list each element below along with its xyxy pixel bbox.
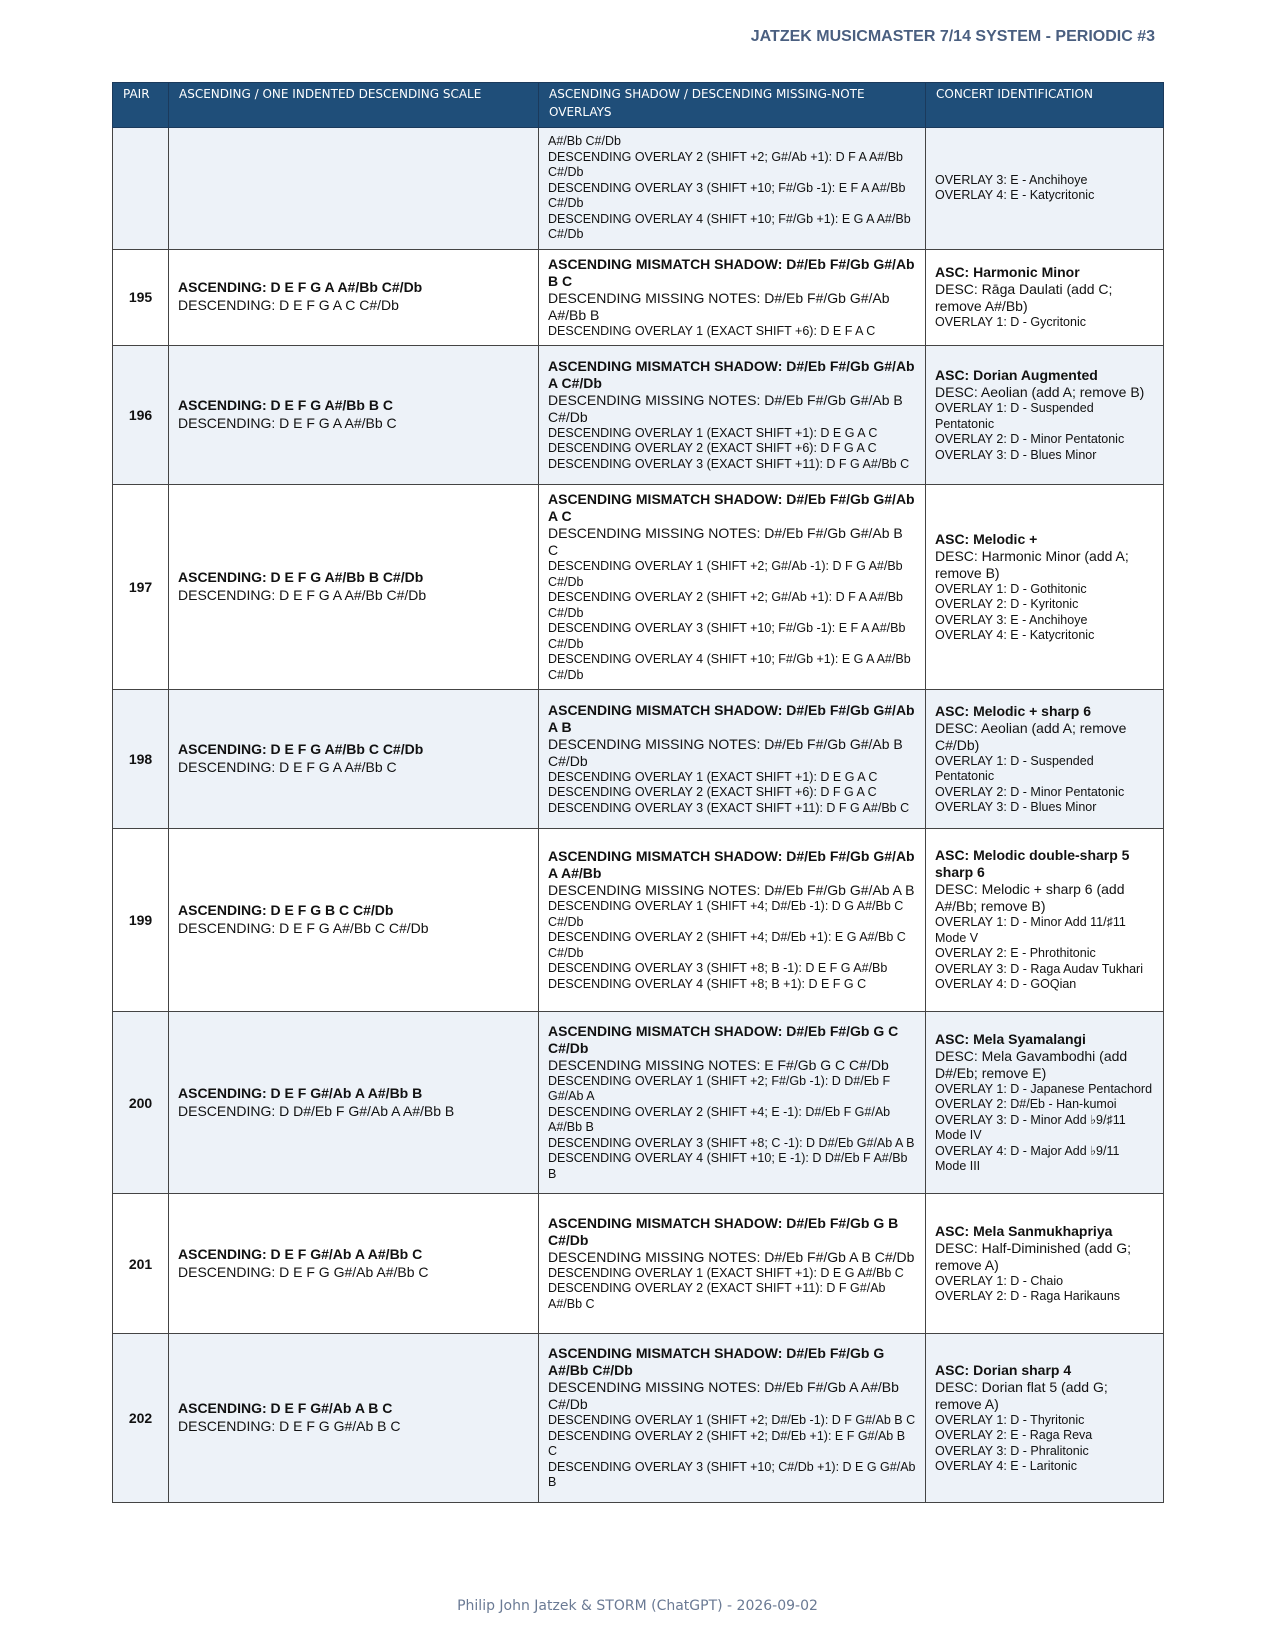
scale-cell [169,829,539,1012]
concert-ascending: ASC: Melodic + sharp 6 [935,702,1091,719]
column-header-concert: CONCERT IDENTIFICATION [926,83,1164,128]
shadow-overlays-cell [539,829,926,1012]
concert-overlay: OVERLAY 2: D - Kyritonic [935,597,1079,611]
shadow-overlays-cell [539,1194,926,1334]
shadow-overlays-cell [539,690,926,829]
scale-cell [169,128,539,250]
pair-number-cell [113,128,169,250]
concert-descending: DESC: Harmonic Minor (add A; remove B) [935,547,1129,581]
concert-descending: DESC: Rāga Daulati (add C; remove A#/Bb) [935,281,1113,314]
missing-notes: DESCENDING MISSING NOTES: D#/Eb F#/Gb G#/Ab B C#/Db [548,391,903,425]
concert-identification-cell [926,1012,1164,1194]
table-body [113,128,1164,1503]
missing-notes: DESCENDING MISSING NOTES: D#/Eb F#/Gb G#/Ab B C#/Db [548,735,903,769]
concert-overlay: OVERLAY 4: D - Major Add ♭9/11 Mode III [935,1143,1120,1173]
table-row [113,128,1164,250]
shadow-overlays-cell [539,249,926,346]
mismatch-shadow: ASCENDING MISMATCH SHADOW: D#/Eb F#/Gb G#/Ab A C [548,491,915,524]
table-row [113,690,1164,829]
concert-overlay: OVERLAY 1: D - Thyritonic [935,1412,1085,1427]
descending-scale: DESCENDING: D E F G A#/Bb C C#/Db [178,920,429,936]
descending-overlay: DESCENDING OVERLAY 3 (SHIFT +8; C -1): D D#/Eb G#/Ab A B [548,1135,915,1150]
table-row [113,249,1164,346]
mismatch-shadow: ASCENDING MISMATCH SHADOW: D#/Eb F#/Gb G#/Ab A C#/Db [548,357,915,391]
concert-overlay: OVERLAY 1: D - Chaio [935,1273,1064,1288]
concert-overlay: OVERLAY 3: D - Phralitonic [935,1443,1089,1458]
descending-overlay: DESCENDING OVERLAY 1 (EXACT SHIFT +1): D E G A C [548,769,878,784]
descending-overlay: DESCENDING OVERLAY 1 (EXACT SHIFT +1): D E G A C [548,425,878,440]
concert-overlay: OVERLAY 1: D - Suspended Pentatonic [935,401,1094,431]
missing-notes: DESCENDING MISSING NOTES: E F#/Gb G C C#/Db [548,1056,889,1073]
missing-notes: DESCENDING MISSING NOTES: D#/Eb F#/Gb G#/Ab B C [548,525,903,558]
descending-overlay: DESCENDING OVERLAY 2 (SHIFT +2; D#/Eb +1): E F G#/Ab B C [548,1428,906,1459]
scale-cell [169,1334,539,1503]
shadow-overlays-cell [539,1012,926,1194]
scale-cell [169,1194,539,1334]
descending-overlay: DESCENDING OVERLAY 4 (SHIFT +8; B +1): D E F G C [548,976,867,991]
descending-overlay: DESCENDING OVERLAY 2 (SHIFT +4; E -1): D#/Eb F G#/Ab A#/Bb B [548,1104,891,1135]
concert-identification-cell [926,690,1164,829]
missing-notes: DESCENDING MISSING NOTES: D#/Eb F#/Gb A A#/Bb C#/Db [548,1379,899,1413]
descending-overlay: DESCENDING OVERLAY 2 (EXACT SHIFT +6): D F G A C [548,785,877,800]
descending-overlay: DESCENDING OVERLAY 4 (SHIFT +10; F#/Gb +1): E G A A#/Bb C#/Db [548,211,911,241]
concert-overlay: OVERLAY 4: D - GOQian [935,977,1077,992]
scale-table [112,82,1164,1503]
concert-ascending: ASC: Dorian Augmented [935,367,1098,383]
missing-notes: DESCENDING MISSING NOTES: D#/Eb F#/Gb G#/Ab A B [548,882,915,898]
table-row [113,1334,1164,1503]
descending-overlay: DESCENDING OVERLAY 3 (EXACT SHIFT +11): D F G A#/Bb C [548,456,910,471]
concert-overlay: OVERLAY 4: E - Katycritonic [935,188,1095,203]
concert-overlay: OVERLAY 4: E - Katycritonic [935,628,1095,642]
concert-descending: DESC: Dorian flat 5 (add G; remove A) [935,1378,1108,1412]
descending-overlay: DESCENDING OVERLAY 3 (EXACT SHIFT +11): D F G A#/Bb C [548,800,910,815]
descending-overlay: A#/Bb C#/Db [548,134,621,148]
concert-descending: DESC: Aeolian (add A; remove B) [935,384,1145,400]
mismatch-shadow: ASCENDING MISMATCH SHADOW: D#/Eb F#/Gb G#/Ab B C [548,255,915,289]
concert-overlay: OVERLAY 3: D - Minor Add ♭9/♯11 Mode IV [935,1112,1126,1142]
missing-notes: DESCENDING MISSING NOTES: D#/Eb F#/Gb G#/Ab A#/Bb B [548,289,890,323]
concert-overlay: OVERLAY 1: D - Gycritonic [935,315,1086,329]
ascending-scale: ASCENDING: D E F G A#/Bb C C#/Db [178,741,424,757]
concert-overlay: OVERLAY 2: E - Raga Reva [935,1428,1093,1442]
ascending-scale: ASCENDING: D E F G#/Ab A B C [178,1400,393,1416]
shadow-overlays-cell [539,128,926,250]
table-row [113,346,1164,485]
concert-overlay: OVERLAY 1: D - Minor Add 11/♯11 Mode V [935,915,1126,945]
concert-descending: DESC: Half-Diminished (add G; remove A) [935,1239,1132,1273]
column-header-shadow: ASCENDING SHADOW / DESCENDING MISSING-NOTE OVERLAYS [539,83,926,128]
concert-identification-cell [926,829,1164,1012]
concert-overlay: OVERLAY 2: D - Minor Pentatonic [935,784,1125,799]
concert-identification-cell [926,346,1164,485]
pair-number-cell: 197 [113,485,169,690]
concert-descending: DESC: Mela Gavambodhi (add D#/Eb; remove E) [935,1047,1128,1081]
concert-ascending: ASC: Harmonic Minor [935,264,1080,280]
pair-number-cell: 198 [113,690,169,829]
concert-identification-cell [926,128,1164,250]
ascending-scale: ASCENDING: D E F G A#/Bb B C [178,397,393,413]
concert-ascending: ASC: Melodic + [935,530,1038,547]
table-row [113,829,1164,1012]
ascending-scale: ASCENDING: D E F G B C C#/Db [178,902,394,918]
concert-descending: DESC: Aeolian (add A; remove C#/Db) [935,719,1127,753]
table-header-row [113,83,1164,128]
shadow-overlays-cell [539,485,926,690]
descending-scale: DESCENDING: D E F G A A#/Bb C [178,759,397,775]
concert-identification-cell [926,1194,1164,1334]
concert-overlay: OVERLAY 3: D - Raga Audav Tukhari [935,961,1143,976]
ascending-scale: ASCENDING: D E F G A#/Bb B C#/Db [178,569,424,585]
descending-overlay: DESCENDING OVERLAY 3 (SHIFT +8; B -1): D E F G A#/Bb [548,961,888,975]
concert-overlay: OVERLAY 2: D - Minor Pentatonic [935,432,1125,446]
concert-overlay: OVERLAY 4: E - Laritonic [935,1459,1077,1473]
table-row [113,485,1164,690]
table-row [113,1012,1164,1194]
ascending-scale: ASCENDING: D E F G A A#/Bb C#/Db [178,279,423,296]
descending-overlay: DESCENDING OVERLAY 4 (SHIFT +10; E -1): D D#/Eb F A#/Bb B [548,1151,908,1181]
concert-overlay: OVERLAY 1: D - Suspended Pentatonic [935,753,1094,783]
scale-cell [169,485,539,690]
concert-identification-cell [926,249,1164,346]
descending-scale: DESCENDING: D E F G A A#/Bb C [178,415,397,431]
descending-overlay: DESCENDING OVERLAY 1 (SHIFT +4; D#/Eb -1): D G A#/Bb C C#/Db [548,899,904,929]
descending-overlay: DESCENDING OVERLAY 2 (SHIFT +4; D#/Eb +1): E G A#/Bb C C#/Db [548,930,906,960]
descending-overlay: DESCENDING OVERLAY 2 (EXACT SHIFT +6): D F G A C [548,441,877,456]
descending-scale: DESCENDING: D D#/Eb F G#/Ab A A#/Bb B [178,1102,455,1119]
ascending-scale: ASCENDING: D E F G#/Ab A A#/Bb B [178,1084,423,1101]
concert-overlay: OVERLAY 1: D - Gothitonic [935,581,1087,596]
pair-number-cell: 202 [113,1334,169,1503]
mismatch-shadow: ASCENDING MISMATCH SHADOW: D#/Eb F#/Gb G#/Ab A B [548,701,915,735]
page-footer: Philip John Jatzek & STORM (ChatGPT) - 2026-09-02 [457,1598,818,1614]
pair-number-cell: 200 [113,1012,169,1194]
concert-overlay: OVERLAY 3: D - Blues Minor [935,447,1097,462]
scale-cell [169,1012,539,1194]
concert-overlay: OVERLAY 2: D - Raga Harikauns [935,1289,1121,1303]
scale-cell [169,690,539,829]
missing-notes: DESCENDING MISSING NOTES: D#/Eb F#/Gb A B C#/Db [548,1248,915,1265]
pair-number-cell: 195 [113,249,169,346]
pair-number-cell: 199 [113,829,169,1012]
descending-scale: DESCENDING: D E F G G#/Ab A#/Bb C [178,1263,429,1280]
descending-overlay: DESCENDING OVERLAY 3 (SHIFT +10; C#/Db +1): D E G G#/Ab B [548,1459,916,1490]
descending-overlay: DESCENDING OVERLAY 1 (SHIFT +2; G#/Ab -1): D F G A#/Bb C#/Db [548,559,903,589]
concert-overlay: OVERLAY 3: E - Anchihoye [935,172,1088,187]
descending-overlay: DESCENDING OVERLAY 2 (SHIFT +2; G#/Ab +1): D F A A#/Bb C#/Db [548,590,903,620]
descending-scale: DESCENDING: D E F G A A#/Bb C#/Db [178,587,427,603]
descending-scale: DESCENDING: D E F G A C C#/Db [178,297,399,314]
concert-overlay: OVERLAY 3: D - Blues Minor [935,800,1097,814]
concert-ascending: ASC: Mela Sanmukhapriya [935,1222,1113,1239]
concert-overlay: OVERLAY 1: D - Japanese Pentachord [935,1081,1153,1096]
concert-overlay: OVERLAY 2: D#/Eb - Han-kumoi [935,1097,1117,1111]
ascending-scale: ASCENDING: D E F G#/Ab A A#/Bb C [178,1245,423,1262]
document-title: JATZEK MUSICMASTER 7/14 SYSTEM - PERIODIC #3 [750,28,1155,45]
mismatch-shadow: ASCENDING MISMATCH SHADOW: D#/Eb F#/Gb G C C#/Db [548,1022,899,1056]
shadow-overlays-cell [539,1334,926,1503]
descending-overlay: DESCENDING OVERLAY 4 (SHIFT +10; F#/Gb +1): E G A A#/Bb C#/Db [548,652,911,682]
concert-identification-cell [926,485,1164,690]
scale-cell [169,249,539,346]
concert-identification-cell [926,1334,1164,1503]
column-header-pair: PAIR [113,83,169,128]
concert-descending: DESC: Melodic + sharp 6 (add A#/Bb; remove B) [935,881,1125,915]
concert-ascending: ASC: Mela Syamalangi [935,1030,1086,1047]
concert-overlay: OVERLAY 2: E - Phrothitonic [935,946,1096,961]
descending-scale: DESCENDING: D E F G G#/Ab B C [178,1418,401,1434]
mismatch-shadow: ASCENDING MISMATCH SHADOW: D#/Eb F#/Gb G B C#/Db [548,1214,899,1248]
pair-number-cell: 196 [113,346,169,485]
scale-table-container [112,82,1163,1503]
descending-overlay: DESCENDING OVERLAY 1 (SHIFT +2; D#/Eb -1): D F G#/Ab B C [548,1413,916,1428]
shadow-overlays-cell [539,346,926,485]
scale-cell [169,346,539,485]
table-row [113,1194,1164,1334]
column-header-scale: ASCENDING / ONE INDENTED DESCENDING SCALE [169,83,539,128]
pair-number-cell: 201 [113,1194,169,1334]
descending-overlay: DESCENDING OVERLAY 1 (EXACT SHIFT +1): D E G A#/Bb C [548,1265,904,1280]
descending-overlay: DESCENDING OVERLAY 2 (EXACT SHIFT +11): D F G#/Ab A#/Bb C [548,1281,886,1311]
descending-overlay: DESCENDING OVERLAY 2 (SHIFT +2; G#/Ab +1): D F A A#/Bb C#/Db [548,149,903,179]
descending-overlay: DESCENDING OVERLAY 1 (SHIFT +2; F#/Gb -1): D D#/Eb F G#/Ab A [548,1073,891,1104]
concert-ascending: ASC: Melodic double-sharp 5 sharp 6 [935,847,1130,881]
descending-overlay: DESCENDING OVERLAY 3 (SHIFT +10; F#/Gb -1): E F A A#/Bb C#/Db [548,180,906,210]
mismatch-shadow: ASCENDING MISMATCH SHADOW: D#/Eb F#/Gb G#/Ab A A#/Bb [548,848,915,881]
descending-overlay: DESCENDING OVERLAY 3 (SHIFT +10; F#/Gb -1): E F A A#/Bb C#/Db [548,621,906,651]
descending-overlay: DESCENDING OVERLAY 1 (EXACT SHIFT +6): D E F A C [548,323,876,338]
concert-ascending: ASC: Dorian sharp 4 [935,1361,1072,1378]
concert-overlay: OVERLAY 3: E - Anchihoye [935,612,1088,627]
mismatch-shadow: ASCENDING MISMATCH SHADOW: D#/Eb F#/Gb G A#/Bb C#/Db [548,1345,885,1379]
